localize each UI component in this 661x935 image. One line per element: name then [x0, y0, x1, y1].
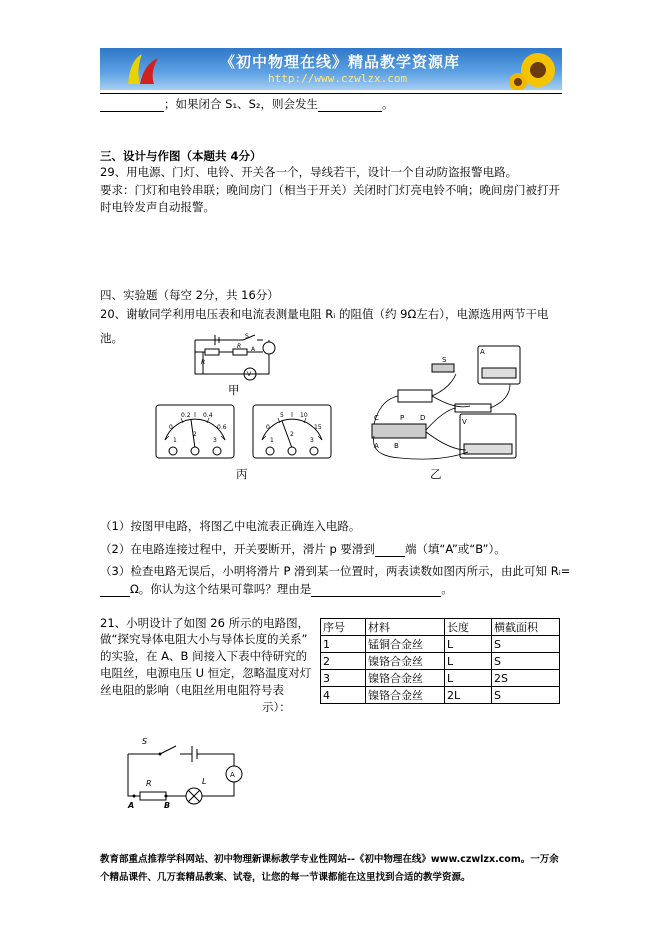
q20-line1: 20、谢敏同学利用电压表和电流表测量电阻 Rᵢ 的阻值（约 9Ω左右），电源选用两节干电 [100, 307, 549, 321]
q20-part3-line2: Ω。你认为这个结果可靠吗？理由是 。 [100, 581, 453, 597]
voltmeter-symbol-v: V [247, 371, 252, 378]
site-logo-icon [120, 50, 165, 88]
svg-text:S: S [142, 737, 148, 746]
answer-blank [100, 99, 164, 112]
banner-url: http://www.czwlzx.com [268, 72, 408, 85]
ammeter-symbol-a: A [230, 771, 235, 779]
q21-line1: 21、小明设计了如图 26 所示的电路图， [100, 616, 310, 630]
ammeter-tick-label: 0.4 [203, 412, 213, 419]
q21-line5: 丝电阻的影响（电阻丝用电阻符号表 [100, 683, 284, 697]
voltmeter-dial [252, 404, 332, 459]
svg-text:V: V [462, 418, 467, 426]
table-header-cell: 材料 [366, 619, 445, 636]
banner-title: 《初中物理在线》精品教学资源库 [220, 53, 461, 71]
q29-line2: 要求：门灯和电铃串联；晚间房门（相当于开关）关闭时门灯亮电铃不响；晚间房门被打开 [100, 183, 560, 197]
answer-blank [318, 99, 382, 112]
figure-label-jia: 甲 [228, 383, 240, 397]
voltmeter-inner-label: 2 [290, 431, 294, 438]
q20-line2: 池。 [100, 331, 123, 345]
answer-blank [375, 544, 405, 557]
table-header-cell: 长度 [445, 619, 492, 636]
voltmeter-tick-label: 10 [300, 412, 308, 419]
section4-title: 四、实验题（每空 2分，共 16分） [100, 288, 279, 302]
svg-text:S: S [442, 356, 447, 364]
figure-label-yi: 乙 [430, 467, 442, 481]
svg-text:R: R [201, 359, 206, 366]
ammeter-inner-label: 3 [213, 437, 217, 444]
svg-text:R: R [237, 343, 242, 350]
answer-blank [311, 584, 441, 597]
voltmeter-tick-label: 0 [266, 424, 270, 431]
figure-label-bing: 丙 [236, 467, 248, 481]
svg-text:L: L [202, 777, 207, 786]
svg-text:A: A [480, 348, 485, 356]
table-row: 4 镍铬合金丝 2L S [321, 687, 560, 704]
svg-text:D: D [420, 414, 426, 422]
voltmeter-inner-label: 3 [310, 437, 314, 444]
answer-blank [100, 584, 130, 597]
table-row: 2 镍铬合金丝 L S [321, 653, 560, 670]
svg-text:A: A [374, 442, 379, 450]
q29-line1: 29、用电源、门灯、电铃、开关各一个，导线若干，设计一个自动防盗报警电路。 [100, 165, 518, 179]
ammeter-inner-label: 1 [173, 437, 177, 444]
svg-text:A: A [128, 801, 135, 810]
header-banner [100, 48, 562, 90]
table-header-row [321, 619, 560, 636]
q21-line4: 电阻丝，电源电压 U 恒定，忽略温度对灯 [100, 666, 312, 680]
svg-text:P: P [400, 414, 405, 422]
sunflower-icon [510, 48, 562, 90]
circuit-diagram-fig26 [120, 734, 250, 810]
q20-part3-line1: （3）检查电路无误后，小明将滑片 P 滑到某一位置时，两表读数如图丙所示，由此可知 Rᵢ= [100, 564, 571, 578]
prev-question-tail: ；如果闭合 S₁、S₂，则会发生 。 [100, 96, 393, 112]
svg-text:C: C [374, 414, 379, 422]
voltmeter-inner-label: 1 [270, 437, 274, 444]
footer-line2: 个精品课件、几万套精品教案、试卷，让您的每一节课都能在这里找到合适的教学资源。 [100, 872, 471, 883]
svg-text:S: S [245, 333, 249, 340]
ammeter-tick-label: 0.2 [181, 412, 191, 419]
table-row: 3 镍铬合金丝 L 2S [321, 670, 560, 687]
ammeter-inner-label: 2 [193, 431, 197, 438]
circuit-diagram-jia [185, 332, 285, 382]
section3-title: 三、设计与作图（本题共 4分） [100, 149, 262, 163]
table-header-cell: 横截面积 [492, 619, 560, 636]
q21-line2: 做“探究导体电阻大小与导体长度的关系” [100, 632, 308, 646]
q29-line3: 时电铃发声自动报警。 [100, 200, 215, 214]
voltmeter-tick-label: 5 [280, 412, 284, 419]
voltmeter-tick-label: 15 [314, 424, 322, 431]
ammeter-symbol-a: A [251, 346, 256, 353]
q21-line3: 的实验，在 A、B 间接入下表中待研究的 [100, 649, 308, 663]
ammeter-dial [155, 404, 235, 459]
materials-table [320, 618, 560, 704]
svg-text:R: R [146, 779, 152, 788]
apparatus-diagram-yi [360, 340, 530, 470]
header-rule [100, 93, 562, 94]
q20-part1: （1）按图甲电路，将图乙中电流表正确连入电路。 [100, 519, 361, 533]
footer-line1: 教育部重点推荐学科网站、初中物理新课标教学专业性网站--《初中物理在线》www.czwlzx.com。一万余 [100, 854, 559, 865]
q21-line6: 示）： [262, 700, 291, 714]
q20-part2: （2）在电路连接过程中，开关要断开，滑片 p 要滑到 端（填“A”或“B”）。 [100, 542, 506, 556]
table-header-cell: 序号 [321, 619, 366, 636]
ammeter-tick-label: 0 [169, 424, 173, 431]
table-row: 1 锰铜合金丝 L S [321, 636, 560, 653]
svg-text:B: B [394, 442, 399, 450]
page-footer [100, 851, 570, 887]
ammeter-tick-label: 0.6 [217, 424, 227, 431]
svg-text:B: B [164, 801, 171, 810]
